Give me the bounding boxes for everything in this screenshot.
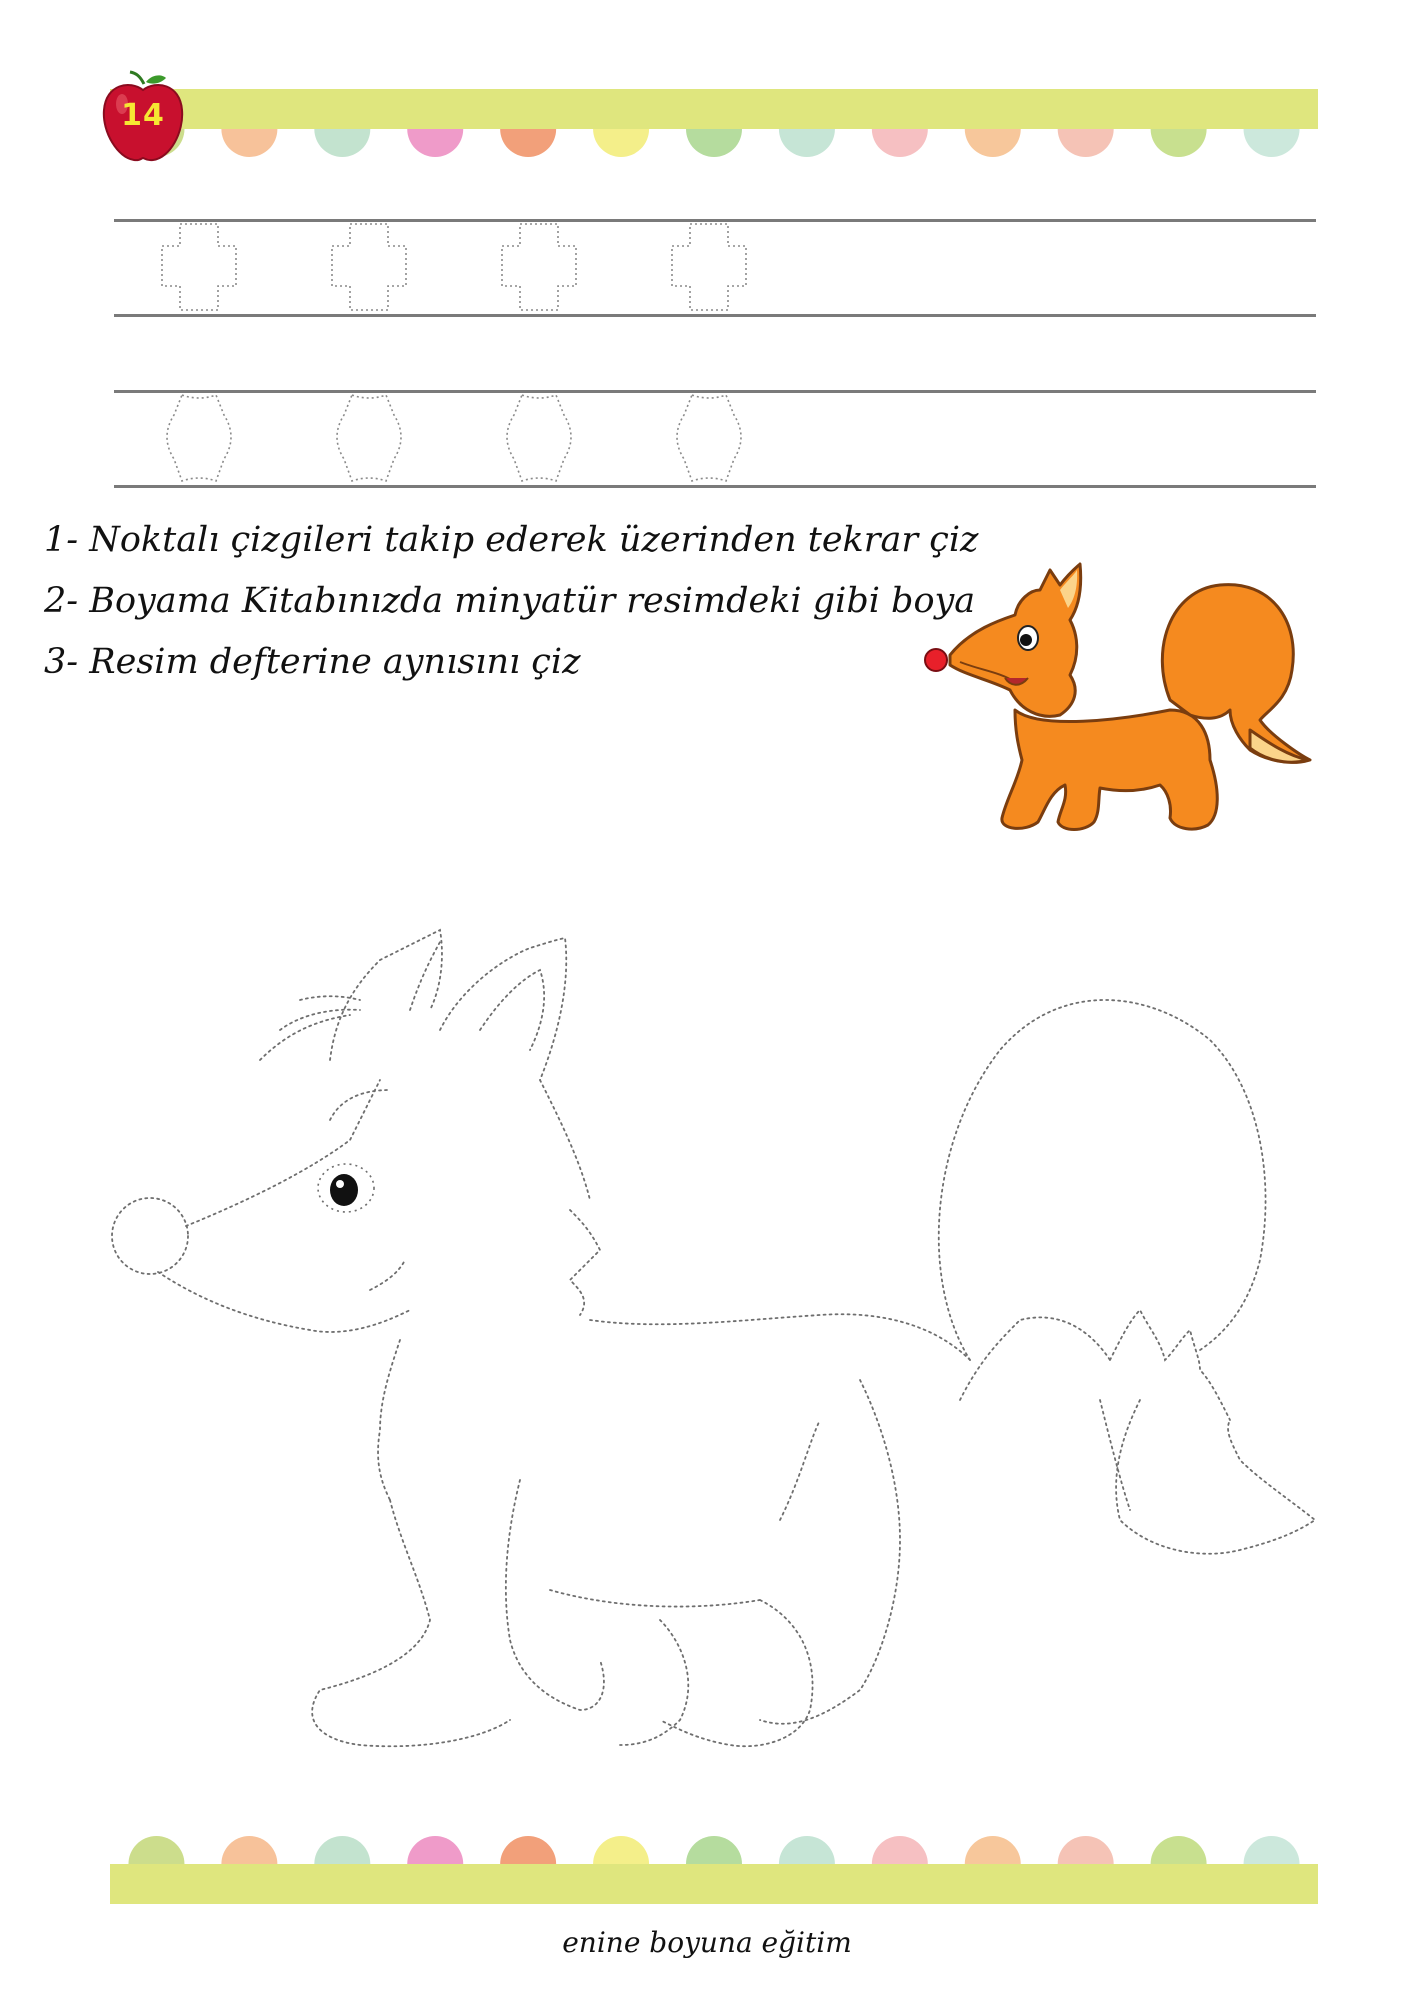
border-dot <box>872 1836 928 1864</box>
border-dot <box>779 129 835 157</box>
dotted-cross-shape <box>672 224 746 310</box>
border-dot <box>965 129 1021 157</box>
instruction-3: 3- Resim defterine aynısını çiz <box>44 642 581 682</box>
border-dot <box>407 1836 463 1864</box>
fox-eye-icon <box>318 1164 374 1212</box>
dotted-octagon-shape <box>677 395 741 481</box>
bottom-decorative-band <box>110 1864 1318 1904</box>
border-dot <box>965 1836 1021 1864</box>
dotted-octagon-shape <box>337 395 401 481</box>
top-decorative-band <box>110 89 1318 129</box>
dotted-octagon-shape <box>167 395 231 481</box>
border-dot <box>314 1836 370 1864</box>
border-dot <box>1151 1836 1207 1864</box>
footer-brand-text: enine boyuna eğitim <box>562 1926 852 1959</box>
border-dot <box>1244 129 1300 157</box>
border-dot <box>1058 129 1114 157</box>
dotted-cross-shape <box>162 224 236 310</box>
border-dot <box>1058 1836 1114 1864</box>
border-dot <box>593 1836 649 1864</box>
border-dot <box>500 1836 556 1864</box>
border-dot <box>407 129 463 157</box>
fox-dotted-outline[interactable] <box>100 920 1330 1800</box>
dotted-cross-shape <box>332 224 406 310</box>
border-dot <box>593 129 649 157</box>
instruction-1: 1- Noktalı çizgileri takip ederek üzerinden tekrar çiz <box>44 520 979 560</box>
border-dot <box>1244 1836 1300 1864</box>
border-dot <box>128 1836 184 1864</box>
page-number-badge <box>100 70 186 164</box>
tracing-row-octagons[interactable] <box>140 391 780 486</box>
instructions-list <box>44 510 1004 693</box>
border-dot <box>686 1836 742 1864</box>
border-dot <box>872 129 928 157</box>
instruction-2: 2- Boyama Kitabınızda minyatür resimdeki gibi boya <box>44 581 976 621</box>
border-dot <box>314 129 370 157</box>
top-dot-border <box>110 129 1318 169</box>
fox-nose-icon <box>925 649 947 671</box>
border-dot <box>500 129 556 157</box>
page-number: 14 <box>121 98 165 133</box>
border-dot <box>221 129 277 157</box>
dotted-octagon-shape <box>507 395 571 481</box>
border-dot <box>221 1836 277 1864</box>
border-dot <box>686 129 742 157</box>
tracing-row-crosses[interactable] <box>140 220 780 315</box>
border-dot <box>1151 129 1207 157</box>
dotted-cross-shape <box>502 224 576 310</box>
border-dot <box>779 1836 835 1864</box>
fox-colored-illustration <box>920 560 1320 845</box>
